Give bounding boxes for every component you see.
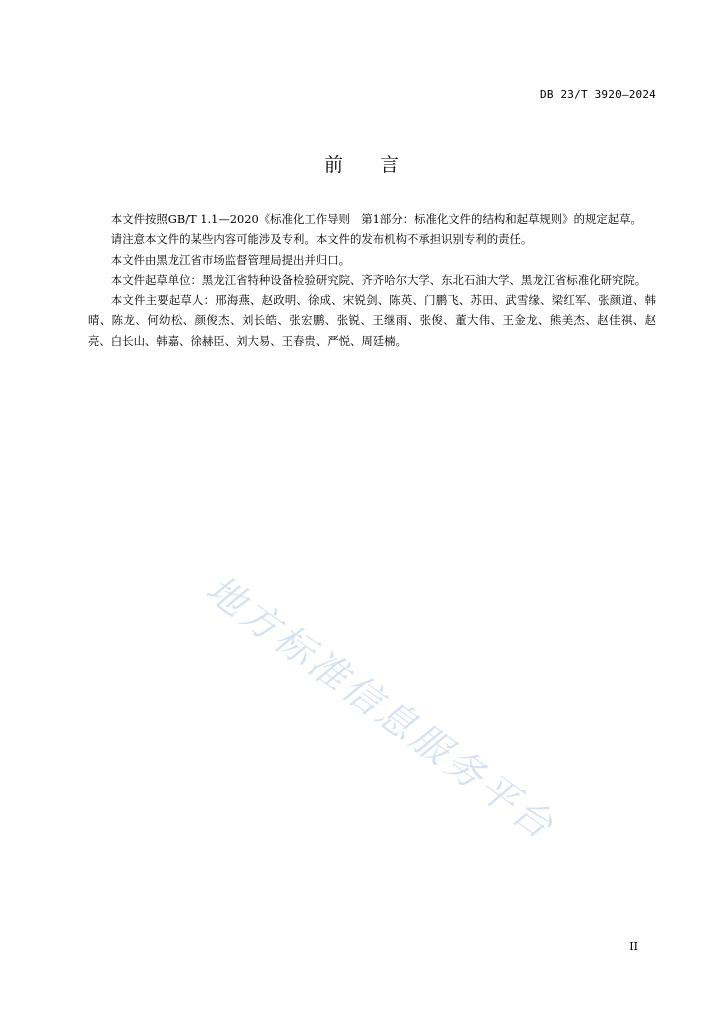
paragraph-patent-notice: 请注意本文件的某些内容可能涉及专利。本文件的发布机构不承担识别专利的责任。	[110, 232, 533, 247]
title-char-2: 言	[380, 154, 401, 176]
title-char-1: 前	[323, 154, 344, 176]
paragraph-drafters: 本文件主要起草人：邢海燕、赵政明、徐成、宋锐剑、陈英、门鹏飞、苏田、武雪缘、梁红军、张颜道、韩晴、陈龙、何幼松、颜俊杰、刘长皓、张宏鹏、张锐、王继雨、张俊、董大伟、王金龙、熊美杰、赵佳祺、赵亮、白长山、韩嘉、徐赫臣、刘大易、王春贵、严悦、周廷楠。	[88, 293, 656, 348]
page-title	[0, 150, 724, 177]
foreword-body	[88, 209, 656, 351]
paragraph-drafting-units: 本文件起草单位：黑龙江省特种设备检验研究院、齐齐哈尔大学、东北石油大学、黑龙江省标准化研究院。	[110, 272, 647, 287]
paragraph-proposer: 本文件由黑龙江省市场监督管理局提出并归口。	[110, 252, 351, 267]
page-number: II	[629, 940, 638, 953]
watermark: 地方标准信息服务平台	[198, 566, 564, 850]
paragraph-drafting-basis: 本文件按照GB/T 1.1—2020《标准化工作导则 第1部分：标准化文件的结构和起草规则》的规定起草。	[110, 212, 642, 226]
document-code: DB 23/T 3920—2024	[540, 88, 656, 101]
